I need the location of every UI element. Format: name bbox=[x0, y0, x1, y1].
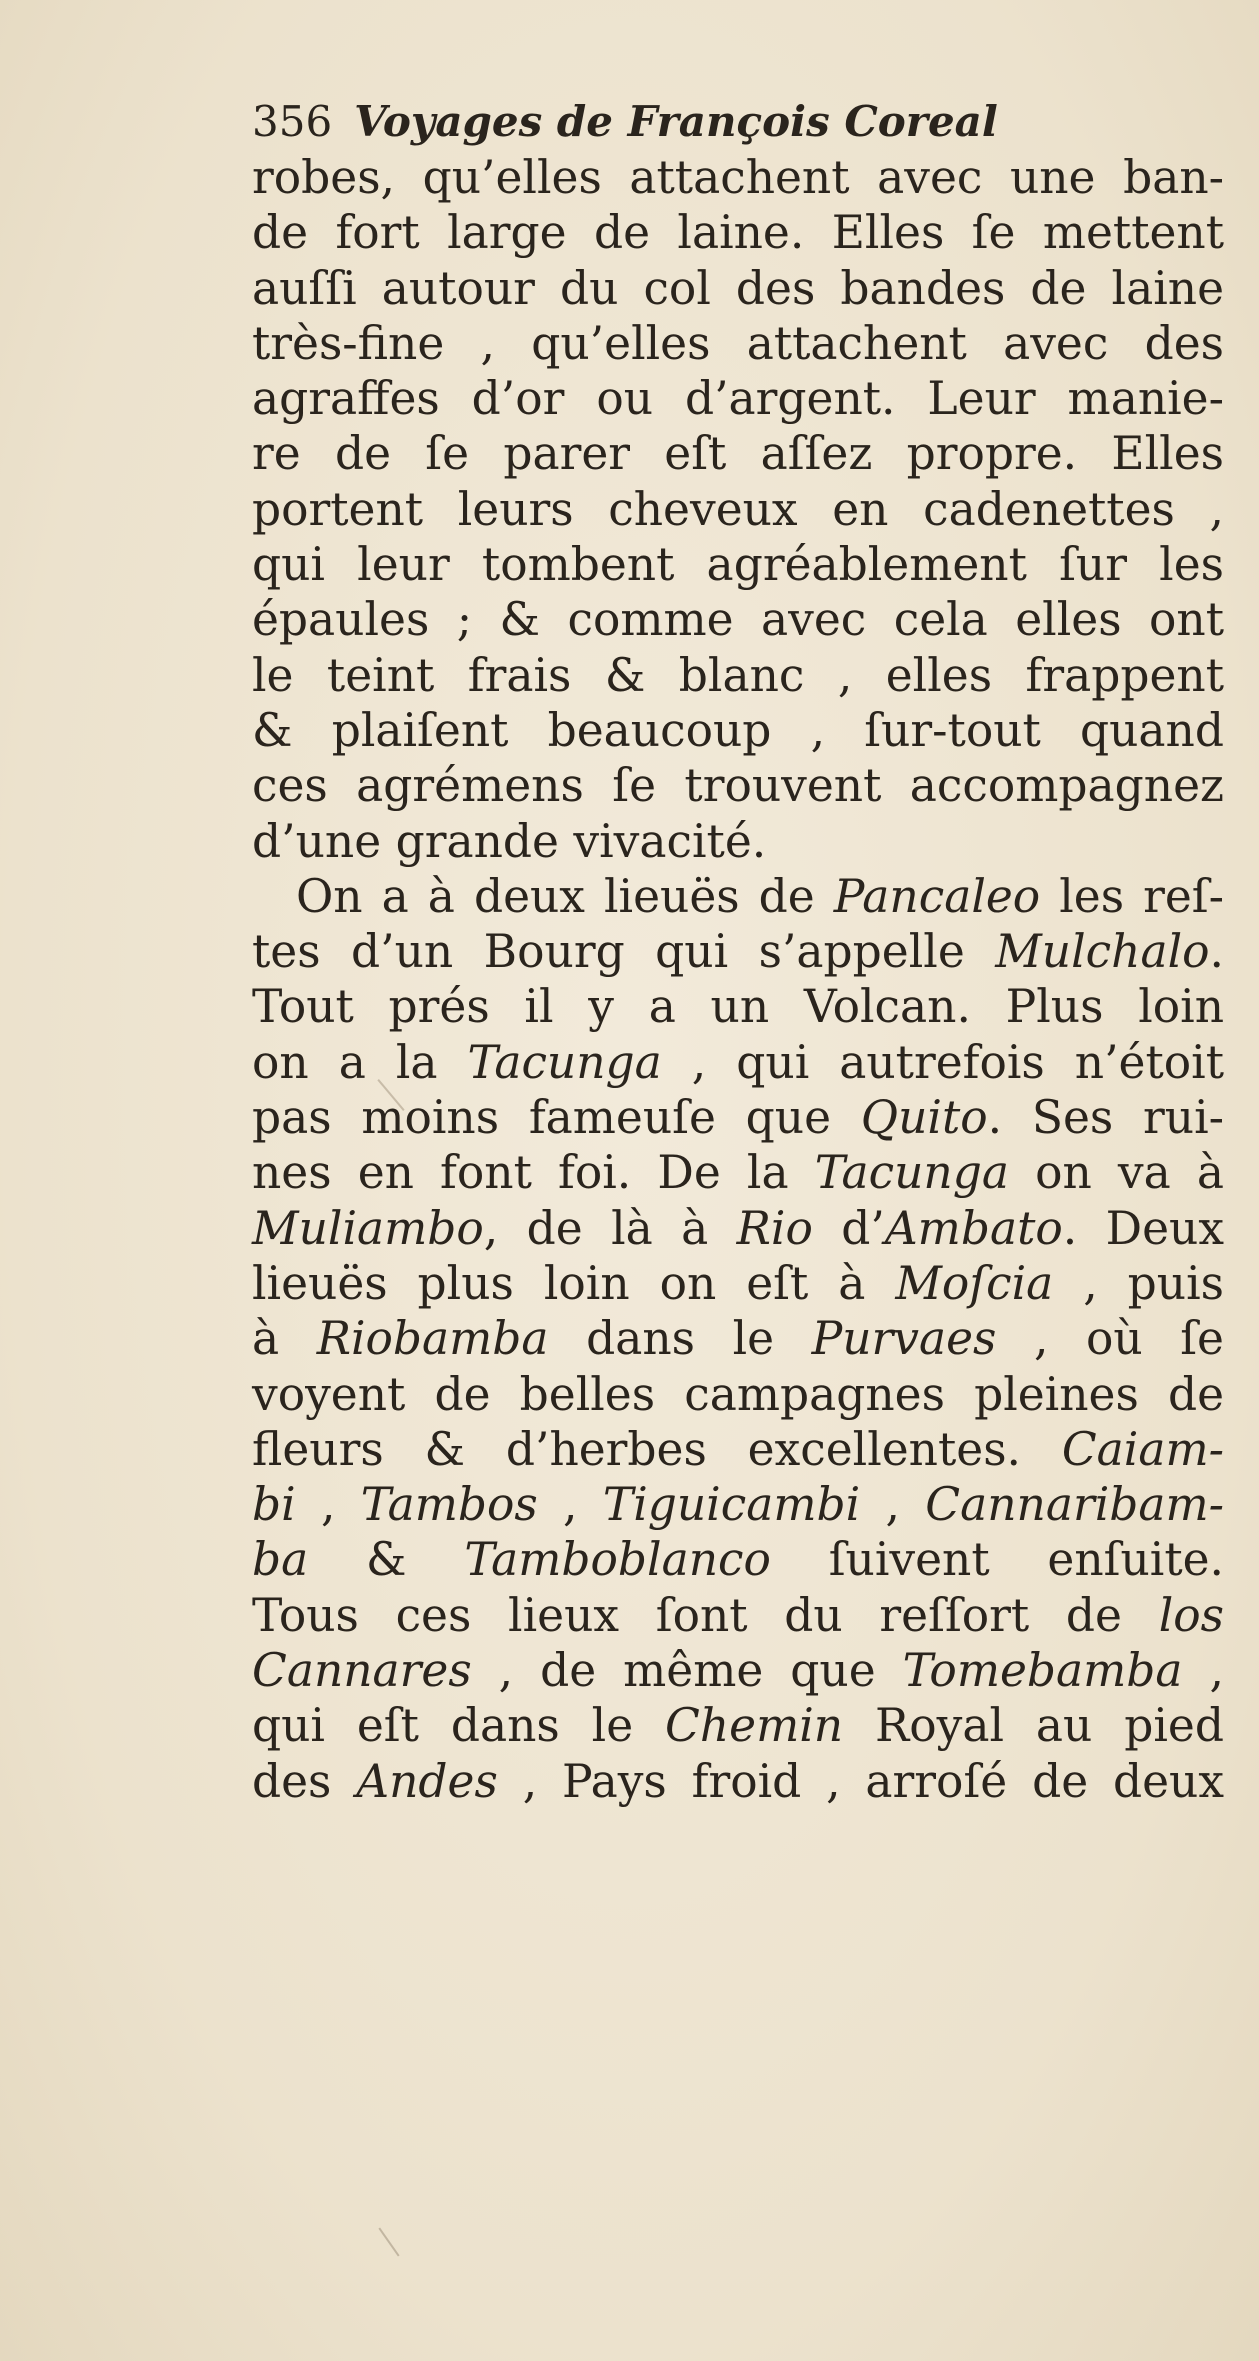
italic-segment: los bbox=[1158, 1588, 1224, 1642]
text-segment: des bbox=[252, 1754, 357, 1808]
text-segment: portent leurs cheveux en cadenettes , bbox=[252, 482, 1224, 536]
text-segment: , de même que bbox=[471, 1644, 903, 1698]
italic-segment: ba bbox=[252, 1533, 309, 1587]
text-line bbox=[252, 537, 1224, 592]
text-segment: les reſ- bbox=[1040, 869, 1224, 923]
italic-segment: Muliambo bbox=[252, 1201, 484, 1255]
italic-segment: Ambato bbox=[884, 1201, 1063, 1255]
text-line bbox=[252, 1090, 1224, 1145]
text-line bbox=[252, 758, 1224, 813]
text-segment: voyent de belles campagnes pleines de bbox=[252, 1367, 1224, 1421]
text-segment: dans le bbox=[548, 1312, 812, 1366]
italic-segment: Rio bbox=[736, 1201, 813, 1255]
text-line bbox=[252, 1035, 1224, 1090]
text-segment: épaules ; & comme avec cela elles ont bbox=[252, 593, 1224, 647]
italic-segment: Tamboblanco bbox=[464, 1533, 771, 1587]
text-line bbox=[252, 1477, 1224, 1532]
body-text bbox=[252, 150, 1224, 1809]
text-segment: à bbox=[252, 1312, 317, 1366]
text-line bbox=[252, 1145, 1224, 1200]
text-line bbox=[252, 1422, 1224, 1477]
text-segment: , Pays froid , arroſé de deux bbox=[497, 1754, 1224, 1808]
text-segment: Tout prés il y a un Volcan. Plus loin bbox=[252, 980, 1224, 1034]
text-segment: Tous ces lieux ſont du reſſort de bbox=[252, 1588, 1159, 1642]
italic-segment: Pancaleo bbox=[833, 869, 1041, 923]
text-line bbox=[252, 924, 1224, 979]
italic-segment: Purvaes bbox=[811, 1312, 997, 1366]
text-line bbox=[252, 648, 1224, 703]
text-line bbox=[252, 371, 1224, 426]
text-line bbox=[252, 1311, 1224, 1366]
text-line bbox=[252, 979, 1224, 1034]
text-line bbox=[252, 703, 1224, 758]
text-line bbox=[252, 205, 1224, 260]
italic-segment: Andes bbox=[356, 1754, 498, 1808]
text-line bbox=[252, 482, 1224, 537]
text-line bbox=[252, 426, 1224, 481]
text-segment: , où ſe bbox=[996, 1312, 1224, 1366]
text-segment: , bbox=[537, 1478, 603, 1532]
text-line bbox=[252, 1367, 1224, 1422]
text-line bbox=[252, 1698, 1224, 1753]
text-segment: Royal au pied bbox=[843, 1699, 1224, 1753]
text-line bbox=[252, 1201, 1224, 1256]
text-segment: robes, qu’elles attachent avec une ban- bbox=[252, 151, 1224, 204]
text-line bbox=[252, 869, 1224, 924]
text-segment: lieuës plus loin on eſt à bbox=[252, 1256, 896, 1310]
italic-segment: Tacunga bbox=[814, 1146, 1009, 1200]
text-segment: on va à bbox=[1008, 1146, 1224, 1200]
page-number: 356 bbox=[252, 97, 333, 146]
italic-segment: bi bbox=[252, 1478, 296, 1532]
text-segment: le teint frais & blanc , elles frappent bbox=[252, 648, 1224, 702]
italic-segment: Moſcia bbox=[895, 1256, 1054, 1310]
text-segment: , bbox=[1182, 1644, 1224, 1698]
text-line bbox=[252, 316, 1224, 371]
text-segment: , qui autrefois n’étoit bbox=[661, 1035, 1224, 1089]
text-line bbox=[252, 1256, 1224, 1311]
text-segment: qui leur tombent agréablement ſur les bbox=[252, 538, 1224, 592]
running-header bbox=[252, 92, 998, 152]
italic-segment: Cannares bbox=[252, 1644, 472, 1698]
text-segment: de fort large de laine. Elles ſe mettent bbox=[252, 206, 1224, 260]
italic-segment: Tambos bbox=[360, 1478, 538, 1532]
text-segment: pas moins fameuſe que bbox=[252, 1091, 861, 1145]
italic-segment: Quito bbox=[860, 1091, 988, 1145]
italic-segment: Tacunga bbox=[467, 1035, 662, 1089]
text-segment: & plaiſent beaucoup , ſur-tout quand bbox=[252, 703, 1224, 757]
text-segment: ces agrémens ſe trouvent accompagnez bbox=[252, 759, 1224, 813]
text-segment: . Ses rui- bbox=[987, 1091, 1224, 1145]
text-segment: , puis bbox=[1053, 1256, 1224, 1310]
text-segment: d’ bbox=[812, 1201, 885, 1255]
text-segment: & bbox=[308, 1533, 465, 1587]
text-line bbox=[252, 150, 1224, 205]
text-line bbox=[252, 814, 1224, 869]
italic-segment: Caiam- bbox=[1061, 1422, 1224, 1476]
paper-mark bbox=[378, 2228, 399, 2257]
text-segment: ſuivent enſuite. bbox=[770, 1533, 1224, 1587]
text-segment: d’une grande vivacité. bbox=[252, 814, 767, 868]
text-line bbox=[252, 1532, 1224, 1587]
running-title: Voyages de François Coreal bbox=[354, 97, 998, 146]
italic-segment: Cannaribam- bbox=[925, 1478, 1225, 1532]
text-segment: , bbox=[295, 1478, 361, 1532]
text-line bbox=[252, 1588, 1224, 1643]
text-segment: On a à deux lieuës de bbox=[296, 869, 834, 923]
text-line bbox=[252, 261, 1224, 316]
text-segment: . bbox=[1209, 925, 1224, 979]
text-segment: on a la bbox=[252, 1035, 468, 1089]
text-segment: très-fine , qu’elles attachent avec des bbox=[252, 316, 1224, 370]
text-segment: tes d’un Bourg qui s’appelle bbox=[252, 925, 996, 979]
text-line bbox=[252, 1754, 1224, 1809]
text-segment: re de ſe parer eſt aſſez propre. Elles bbox=[252, 427, 1224, 481]
text-line bbox=[252, 1643, 1224, 1698]
italic-segment: Mulchalo bbox=[995, 925, 1210, 979]
text-segment: . Deux bbox=[1062, 1201, 1224, 1255]
text-segment: , bbox=[860, 1478, 926, 1532]
italic-segment: Tomebamba bbox=[902, 1644, 1183, 1698]
text-segment: , de là à bbox=[483, 1201, 737, 1255]
italic-segment: Tiguicambi bbox=[602, 1478, 861, 1532]
text-segment: nes en font foi. De la bbox=[252, 1146, 815, 1200]
text-segment: agraffes d’or ou d’argent. Leur manie- bbox=[252, 372, 1224, 426]
text-line bbox=[252, 592, 1224, 647]
text-segment: qui eſt dans le bbox=[252, 1699, 666, 1753]
text-segment: fleurs & d’herbes excellentes. bbox=[252, 1422, 1062, 1476]
text-segment: auſſi autour du col des bandes de laine bbox=[252, 261, 1224, 315]
italic-segment: Riobamba bbox=[316, 1312, 549, 1366]
italic-segment: Chemin bbox=[665, 1699, 844, 1753]
